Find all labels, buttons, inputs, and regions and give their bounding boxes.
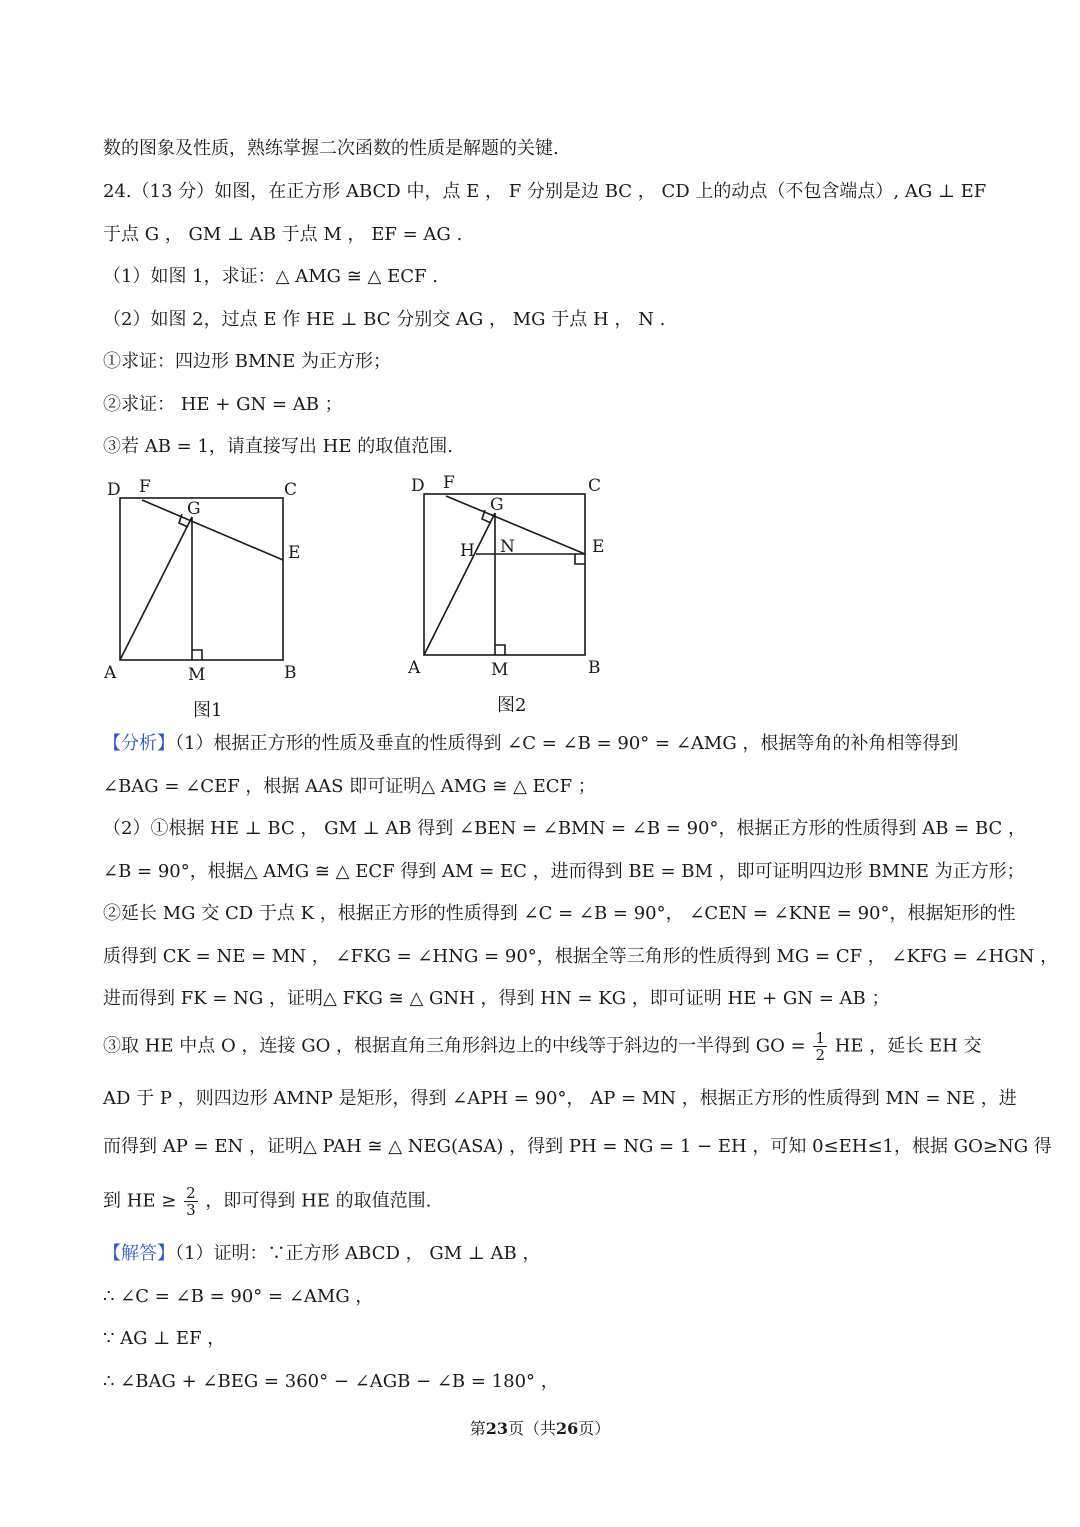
analysis-text-11-pre: 到 HE ≥ (103, 1190, 177, 1212)
fig2-label-M: M (491, 660, 509, 680)
fig1-label-B: B (284, 663, 297, 683)
figure-1 (100, 470, 330, 690)
fraction-denominator: 3 (186, 1201, 196, 1219)
fig1-label-E: E (288, 543, 301, 563)
fig1-label-F: F (139, 477, 151, 497)
fig2-label-B: B (588, 658, 601, 678)
analysis-text-1: （1）根据正方形的性质及垂直的性质得到 ∠C = ∠B = 90° = ∠AMG ，根据等角的补角相等得到 (175, 733, 959, 754)
analysis-line-7: 进而得到 FK = NG ，证明△ FKG ≅ △ GNH ，得到 HN = KG ，即可证明 HE + GN = AB ； (103, 988, 890, 1009)
solution-text-1: （1）证明：∵正方形 ABCD ， GM ⊥ AB ， (175, 1243, 541, 1264)
fraction-two-thirds (184, 1185, 198, 1218)
fig1-label-G: G (187, 499, 201, 519)
analysis-line-5: ②延长 MG 交 CD 于点 K ，根据正方形的性质得到 ∠C = ∠B = 90°， ∠CEN = ∠KNE = 90°，根据矩形的性 (103, 903, 1016, 924)
solution-line-4: ∴ ∠BAG + ∠BEG = 360° − ∠AGB − ∠B = 180° ， (103, 1371, 559, 1392)
total-pages: 26 (556, 1419, 579, 1438)
analysis-line-1 (103, 732, 983, 756)
fig2-label-G: G (490, 495, 504, 515)
analysis-line-2: ∠BAG = ∠CEF ，根据 AAS 即可证明△ AMG ≅ △ ECF ； (103, 776, 596, 797)
fraction-denominator: 2 (815, 1046, 825, 1064)
text-line-1: 数的图象及性质，熟练掌握二次函数的性质是解题的关键. (103, 138, 559, 159)
fraction-numerator: 2 (186, 1184, 196, 1202)
fig2-label-D: D (411, 476, 425, 496)
figure-2 (400, 466, 630, 686)
footer-prefix: 第 (469, 1419, 486, 1438)
solution-line-2: ∴ ∠C = ∠B = 90° = ∠AMG ， (103, 1286, 374, 1307)
figure-1-caption: 图1 (193, 700, 223, 721)
question-2-part-1: ①求证：四边形 BMNE 为正方形； (103, 351, 391, 372)
page-footer (0, 1416, 1080, 1439)
question-1: （1）如图 1，求证：△ AMG ≅ △ ECF . (103, 266, 438, 287)
solution-line-1 (103, 1242, 983, 1266)
answer-tag: 【解答】 (103, 1243, 175, 1264)
analysis-line-9: AD 于 P ，则四边形 AMNP 是矩形，得到 ∠APH = 90°， AP = MN ，根据正方形的性质得到 MN = NE ，进 (103, 1088, 1017, 1109)
fig1-label-C: C (284, 480, 298, 500)
figure-2-caption: 图2 (497, 695, 527, 716)
analysis-text-11-post: ，即可得到 HE 的取值范围. (205, 1190, 432, 1212)
question-2-part-3: ③若 AB = 1，请直接写出 HE 的取值范围. (103, 436, 453, 457)
fig2-label-C: C (588, 476, 602, 496)
footer-mid: 页（共 (507, 1419, 556, 1438)
page-number: 23 (485, 1419, 508, 1438)
fig2-label-A: A (408, 658, 421, 678)
analysis-line-6: 质得到 CK = NE = MN ， ∠FKG = ∠HNG = 90°，根据全等三角形的性质得到 MG = CF ， ∠KFG = ∠HGN ， (103, 946, 1059, 967)
footer-suffix: 页） (578, 1419, 611, 1438)
fraction-one-half (813, 1030, 827, 1063)
fig2-label-H: H (460, 541, 475, 561)
problem-statement: 24.（13 分）如图，在正方形 ABCD 中，点 E ， F 分别是边 BC ， CD 上的动点（不包含端点）, AG ⊥ EF (103, 181, 987, 202)
problem-statement-cont: 于点 G ， GM ⊥ AB 于点 M ， EF = AG . (103, 224, 463, 245)
question-2: （2）如图 2，过点 E 作 HE ⊥ BC 分别交 AG ， MG 于点 H ， N . (103, 309, 666, 330)
fig2-label-E: E (592, 537, 605, 557)
fig1-label-D: D (107, 480, 121, 500)
analysis-line-11 (103, 1185, 983, 1218)
fig1-label-M: M (188, 665, 206, 685)
analysis-line-8 (103, 1030, 983, 1063)
fig1-label-A: A (104, 663, 117, 683)
analysis-line-4: ∠B = 90°，根据△ AMG ≅ △ ECF 得到 AM = EC ，进而得到 BE = BM ，即可证明四边形 BMNE 为正方形； (103, 861, 1025, 882)
analysis-text-8-post: HE ，延长 EH 交 (834, 1035, 982, 1057)
question-2-part-2: ②求证： HE + GN = AB ； (103, 394, 343, 415)
analysis-line-3: （2）①根据 HE ⊥ BC ， GM ⊥ AB 得到 ∠BEN = ∠BMN = ∠B = 90°，根据正方形的性质得到 AB = BC ， (103, 818, 1027, 839)
fig2-label-F: F (443, 473, 455, 493)
analysis-text-8-pre: ③取 HE 中点 O ，连接 GO ，根据直角三角形斜边上的中线等于斜边的一半得到 GO = (103, 1035, 806, 1057)
analysis-tag: 【分析】 (103, 733, 175, 754)
analysis-line-10: 而得到 AP = EN ，证明△ PAH ≅ △ NEG(ASA) ，得到 PH = NG = 1 − EH ，可知 0≤EH≤1，根据 GO≥NG 得 (103, 1136, 1052, 1157)
solution-line-3: ∵ AG ⊥ EF ， (103, 1328, 226, 1349)
fraction-numerator: 1 (815, 1029, 825, 1047)
fig2-label-N: N (500, 537, 515, 557)
